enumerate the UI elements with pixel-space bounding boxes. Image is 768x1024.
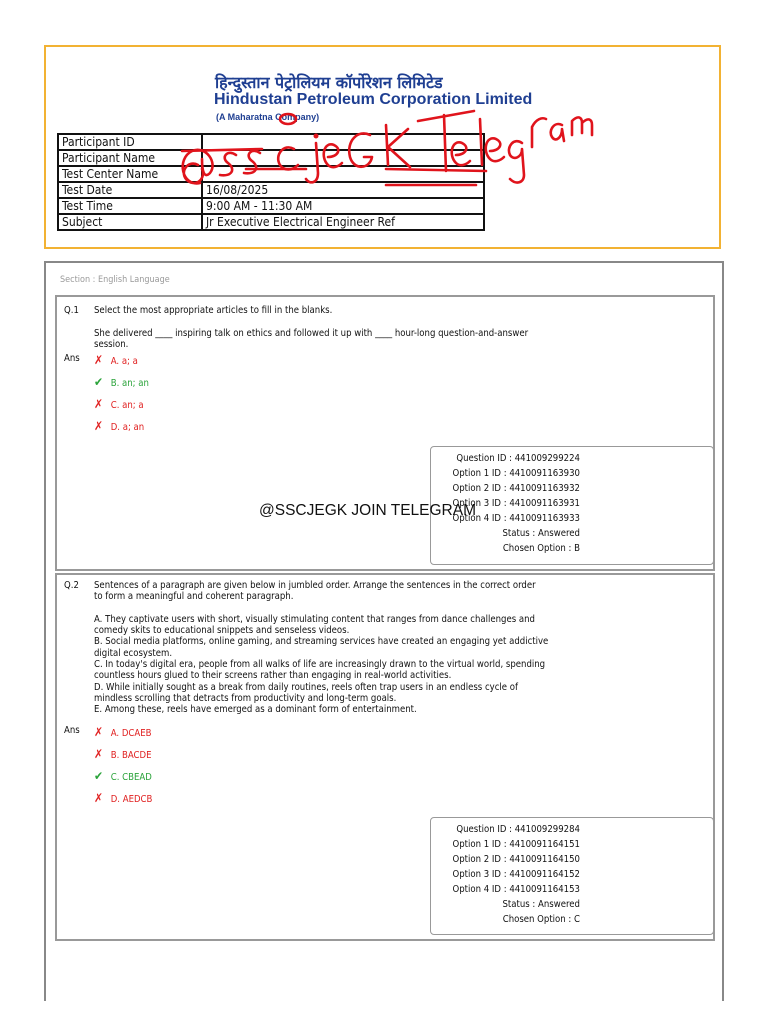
ans-label: Ans <box>64 353 80 364</box>
option-2 <box>94 747 152 761</box>
option-1 <box>94 353 138 367</box>
question-panel-1 <box>55 295 715 571</box>
option-3 <box>94 769 152 783</box>
info-question-id: Question ID : 441009299284 <box>456 824 580 835</box>
cross-icon: ✗ <box>94 419 104 433</box>
info-row <box>58 134 484 150</box>
cross-icon: ✗ <box>94 397 104 411</box>
info-chosen-option: Chosen Option : C <box>502 914 580 925</box>
question-panel-2 <box>55 573 715 941</box>
option-text: B. BACDE <box>110 750 152 761</box>
check-icon: ✔ <box>94 375 104 389</box>
info-label: Subject <box>58 214 202 230</box>
check-icon: ✔ <box>94 769 104 783</box>
info-chosen-option: Chosen Option : B <box>502 543 580 554</box>
info-label: Test Date <box>58 182 202 198</box>
option-text: A. DCAEB <box>110 728 152 739</box>
question-info-box <box>430 817 714 935</box>
info-value <box>202 166 484 182</box>
info-status: Status : Answered <box>502 899 580 910</box>
info-question-id: Question ID : 441009299224 <box>456 453 580 464</box>
info-option-3-id: Option 3 ID : 4410091163931 <box>452 498 580 509</box>
question-number: Q.2 <box>64 580 79 591</box>
info-option-1-id: Option 1 ID : 4410091164151 <box>452 839 580 850</box>
info-value <box>202 134 484 150</box>
info-label: Participant ID <box>58 134 202 150</box>
info-label: Test Time <box>58 198 202 214</box>
company-subtitle: (A Maharatna Company) <box>216 112 320 122</box>
info-option-1-id: Option 1 ID : 4410091163930 <box>452 468 580 479</box>
option-text: D. a; an <box>110 422 145 433</box>
info-status: Status : Answered <box>502 528 580 539</box>
question-text: Select the most appropriate articles to fill in the blanks. She delivered ____ inspiring talk on ethics and followed it up with ____ hour-long question-and-answer session. <box>94 305 529 350</box>
cross-icon: ✗ <box>94 353 104 367</box>
info-value: 9:00 AM - 11:30 AM <box>202 198 484 214</box>
response-sheet <box>44 261 724 1001</box>
info-option-4-id: Option 4 ID : 4410091164153 <box>452 884 580 895</box>
option-text: D. AEDCB <box>110 794 153 805</box>
info-label: Participant Name <box>58 150 202 166</box>
section-label: Section : English Language <box>60 275 170 285</box>
company-name: Hindustan Petroleum Corporation Limited <box>214 91 533 108</box>
info-row <box>58 166 484 182</box>
option-text: B. an; an <box>110 378 149 389</box>
question-text: Sentences of a paragraph are given below in jumbled order. Arrange the sentences in the correct order to form a meaningful and coherent paragraph. A. They captivate users with short, visually stimulating content that ranges from dance challenges and comedy skits to educational snippets and senseless videos. B. Social media platforms, online gaming, and streaming services have created an engaging yet addictive digital ecosystem. C. In today's digital era, people from all walks of life are increasingly drawn to the virtual world, spending countless hours glued to their screens rather than engaging in real-world activities. D. While initially sought as a break from daily routines, reels often trap users in an endless cycle of mindless scrolling that detracts from productivity and long-term goals. E. Among these, reels have emerged as a dominant form of entertainment. <box>94 580 549 716</box>
participant-info-table <box>57 133 485 231</box>
option-1 <box>94 725 151 739</box>
question-number: Q.1 <box>64 305 79 316</box>
cross-icon: ✗ <box>94 725 104 739</box>
option-4 <box>94 791 152 805</box>
info-value: Jr Executive Electrical Engineer Ref <box>202 214 484 230</box>
info-value: 16/08/2025 <box>202 182 484 198</box>
ans-label: Ans <box>64 725 80 736</box>
option-4 <box>94 419 144 433</box>
telegram-watermark: @SSCJEGK JOIN TELEGRAM <box>259 502 476 519</box>
option-text: C. an; a <box>110 400 144 411</box>
cross-icon: ✗ <box>94 747 104 761</box>
option-3 <box>94 397 144 411</box>
info-option-2-id: Option 2 ID : 4410091163932 <box>452 483 580 494</box>
info-row <box>58 198 484 214</box>
info-option-3-id: Option 3 ID : 4410091164152 <box>452 869 580 880</box>
info-option-4-id: Option 4 ID : 4410091163933 <box>452 513 580 524</box>
option-text: A. a; a <box>110 356 138 367</box>
option-text: C. CBEAD <box>110 772 152 783</box>
info-row <box>58 150 484 166</box>
cross-icon: ✗ <box>94 791 104 805</box>
header-panel <box>44 45 721 249</box>
option-2 <box>94 375 149 389</box>
info-row <box>58 214 484 230</box>
company-name-hindi: हिन्दुस्तान पेट्रोलियम कॉर्पोरेशन लिमिटेड <box>215 73 443 92</box>
info-row <box>58 182 484 198</box>
info-option-2-id: Option 2 ID : 4410091164150 <box>452 854 580 865</box>
info-value <box>202 150 484 166</box>
info-label: Test Center Name <box>58 166 202 182</box>
